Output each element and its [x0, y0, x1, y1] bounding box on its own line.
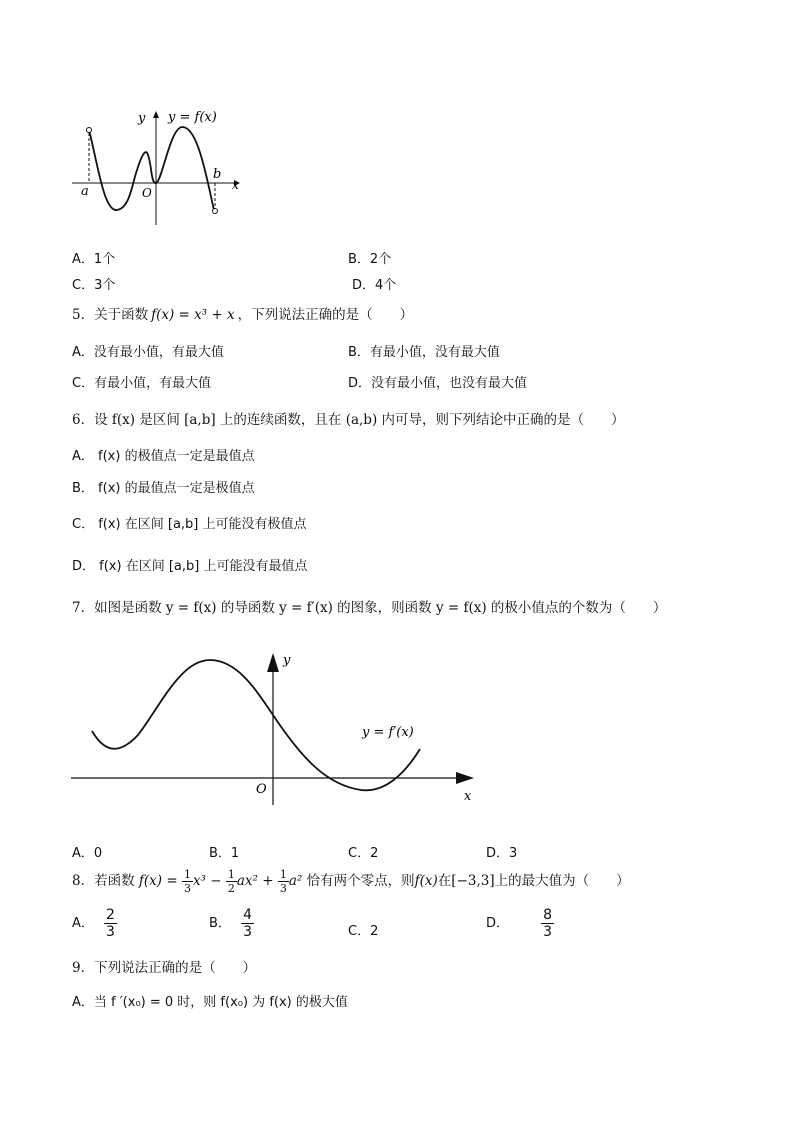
y-axis-label: y — [283, 653, 291, 668]
q5-stem — [72, 303, 413, 323]
x-axis-label: x — [232, 178, 239, 192]
q8-option-b-fraction: $\frac{4}{3}$ — [243, 907, 252, 940]
q5-option-b[interactable]: B．有最小值，没有最大值 — [348, 345, 500, 360]
endpoint-b-marker — [213, 209, 218, 214]
q4-option-b[interactable]: B．2个 — [348, 252, 392, 267]
q4-option-d[interactable]: D．4个 — [352, 278, 397, 293]
q7-option-d[interactable]: D．3 — [486, 846, 518, 861]
y-axis-arrow — [267, 653, 279, 672]
endpoint-a-marker — [87, 128, 92, 133]
q9-stem: 9．下列说法正确的是（ ） — [72, 960, 257, 976]
q8-interval: [−3,3] — [451, 873, 495, 889]
q5-option-d[interactable]: D．没有最小值，也没有最大值 — [348, 376, 528, 391]
q8-option-c[interactable]: C．2 — [348, 924, 379, 939]
q8-option-d[interactable]: D． $\frac{8}{3}$ — [486, 907, 553, 940]
x-axis-label: x — [464, 789, 472, 804]
q4-option-c[interactable]: C．3个 — [72, 278, 116, 293]
q6-option-d[interactable]: D． f(x) 在区间 [a,b] 上可能没有最值点 — [72, 559, 308, 574]
q8-suffix: 上的最大值为（ ） — [494, 873, 630, 889]
q8-frac-one-third-a: $\frac{1}{3}$ — [183, 868, 191, 895]
q6-option-c[interactable]: C． f(x) 在区间 [a,b] 上可能没有极值点 — [72, 517, 307, 532]
q8-term2: ax² + — [236, 873, 274, 889]
q5-prefix: 5．关于函数 — [72, 307, 149, 323]
origin-label: O — [142, 186, 152, 200]
q6-stem: 6．设 f(x) 是区间 [a,b] 上的连续函数，且在 (a,b) 内可导，则下列结论中正确的是（ ） — [72, 412, 625, 428]
y-axis-label: y — [138, 111, 146, 126]
q8-frac-one-half: $\frac{1}{2}$ — [227, 868, 235, 895]
q8-option-a-fraction: $\frac{2}{3}$ — [106, 907, 115, 940]
q5-suffix: ，下列说法正确的是（ ） — [237, 307, 414, 323]
curve-label: y = f′(x) — [362, 725, 414, 740]
origin-label: O — [256, 782, 267, 797]
q8-fx: f(x) — [414, 873, 438, 889]
q8-func-lhs: f(x) = — [138, 873, 178, 889]
q8-option-d-fraction: $\frac{8}{3}$ — [543, 907, 553, 940]
q8-stem — [72, 866, 630, 896]
figure-f-graph — [62, 100, 252, 235]
q7-option-b[interactable]: B．1 — [209, 846, 240, 861]
q6-option-b[interactable]: B． f(x) 的最值点一定是极值点 — [72, 481, 255, 496]
q8-term3: a² — [288, 873, 303, 889]
q8-frac-one-third-b: $\frac{1}{3}$ — [279, 868, 287, 895]
point-a-label: a — [81, 184, 89, 199]
q8-option-b[interactable]: B． $\frac{4}{3}$ — [209, 907, 252, 940]
q6-option-a[interactable]: A． f(x) 的极值点一定是最值点 — [72, 449, 255, 464]
q5-option-a[interactable]: A．没有最小值，有最大值 — [72, 345, 224, 360]
q8-term1: x³ − — [192, 873, 222, 889]
q7-stem: 7．如图是函数 y = f(x) 的导函数 y = f′(x) 的图象，则函数 y = f(x) 的极小值点的个数为（ ） — [72, 600, 667, 616]
figure-derivative-graph — [66, 645, 486, 810]
q8-option-a[interactable]: A． $\frac{2}{3}$ — [72, 907, 115, 940]
q5-option-c[interactable]: C．有最小值，有最大值 — [72, 376, 212, 391]
q8-mid: 恰有两个零点，则 — [306, 873, 415, 889]
q7-option-c[interactable]: C．2 — [348, 846, 379, 861]
q9-option-a[interactable]: A．当 f ′(x₀) = 0 时，则 f(x₀) 为 f(x) 的极大值 — [72, 995, 348, 1010]
curve-label: y = f(x) — [168, 110, 217, 125]
q7-option-a[interactable]: A．0 — [72, 846, 103, 861]
point-b-label: b — [213, 167, 222, 182]
x-axis-arrow — [456, 772, 474, 784]
q5-function: f(x) = x³ + x — [151, 307, 235, 323]
q4-option-a[interactable]: A．1个 — [72, 252, 116, 267]
y-axis-arrow — [153, 111, 159, 118]
q8-prefix: 8．若函数 — [72, 873, 135, 889]
q8-mid2: 在 — [437, 873, 452, 889]
